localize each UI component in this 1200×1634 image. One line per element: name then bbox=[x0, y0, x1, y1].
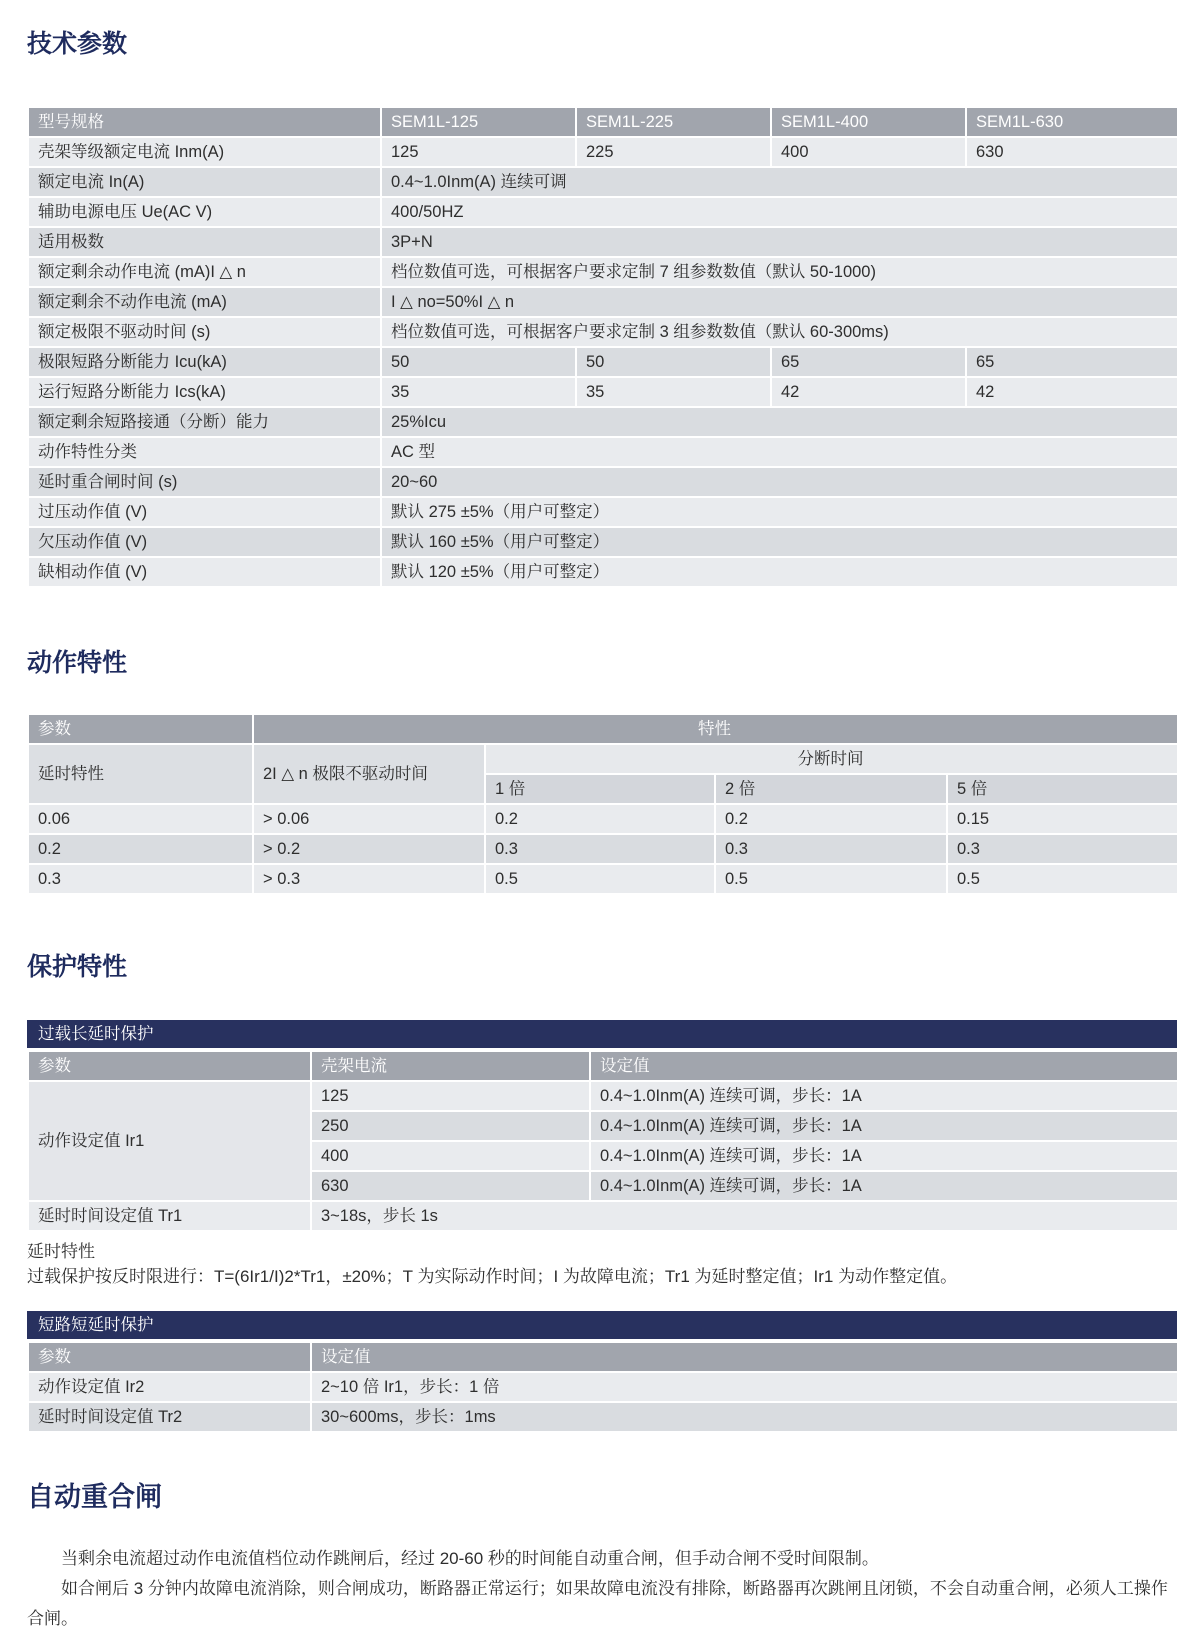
table-row bbox=[28, 557, 1178, 587]
cell-value: 0.4~1.0Inm(A) 连续可调，步长：1A bbox=[590, 1141, 1178, 1171]
cell-value: 0.5 bbox=[715, 864, 947, 894]
cell-value: 630 bbox=[966, 137, 1178, 167]
cell-value: 0.4~1.0Inm(A) 连续可调，步长：1A bbox=[590, 1171, 1178, 1201]
header-cell: 设定值 bbox=[311, 1342, 1178, 1372]
cell-value: 0.4~1.0Inm(A) 连续可调，步长：1A bbox=[590, 1111, 1178, 1141]
cell-label: 动作特性分类 bbox=[28, 437, 381, 467]
cell-value: 50 bbox=[576, 347, 771, 377]
cell-label: 极限短路分断能力 Icu(kA) bbox=[28, 347, 381, 377]
cell-value: 225 bbox=[576, 137, 771, 167]
table-header-row bbox=[28, 1342, 1178, 1372]
cell-value: 630 bbox=[311, 1171, 590, 1201]
delay-characteristic-note bbox=[27, 1239, 1177, 1289]
cell-value: 0.3 bbox=[947, 834, 1178, 864]
table-subheader-row bbox=[28, 744, 1178, 774]
cell-label: 1 倍 bbox=[485, 774, 715, 804]
table-row bbox=[28, 407, 1178, 437]
cell-label: 2 倍 bbox=[715, 774, 947, 804]
cell-value: 0.3 bbox=[715, 834, 947, 864]
cell-label: 过压动作值 (V) bbox=[28, 497, 381, 527]
cell-value: 默认 160 ±5%（用户可整定） bbox=[381, 527, 1178, 557]
overload-long-delay-protection-bar: 过载长延时保护 bbox=[27, 1020, 1177, 1048]
cell-value: 0.2 bbox=[715, 804, 947, 834]
table-row bbox=[28, 227, 1178, 257]
cell-value: 400/50HZ bbox=[381, 197, 1178, 227]
table-row bbox=[28, 197, 1178, 227]
table-row bbox=[28, 1081, 1178, 1111]
action-characteristics-table bbox=[27, 713, 1179, 895]
header-cell: 参数 bbox=[28, 1342, 311, 1372]
table-row bbox=[28, 1201, 1178, 1231]
header-cell: 设定值 bbox=[590, 1051, 1178, 1081]
cell-value: > 0.3 bbox=[253, 864, 485, 894]
cell-value: 默认 120 ±5%（用户可整定） bbox=[381, 557, 1178, 587]
cell-value: 档位数值可选，可根据客户要求定制 3 组参数数值（默认 60-300ms) bbox=[381, 317, 1178, 347]
cell-value: > 0.2 bbox=[253, 834, 485, 864]
header-cell: SEM1L-225 bbox=[576, 107, 771, 137]
short-circuit-short-delay-protection-bar: 短路短延时保护 bbox=[27, 1311, 1177, 1339]
cell-label: 额定电流 In(A) bbox=[28, 167, 381, 197]
section-title-protection-chars: 保护特性 bbox=[27, 953, 128, 981]
cell-label: 适用极数 bbox=[28, 227, 381, 257]
cell-value: 30~600ms，步长：1ms bbox=[311, 1402, 1178, 1432]
cell-value: 125 bbox=[311, 1081, 590, 1111]
header-cell: 特性 bbox=[253, 714, 1178, 744]
cell-label: 动作设定值 Ir1 bbox=[28, 1081, 311, 1201]
table-row bbox=[28, 864, 1178, 894]
overload-protection-table bbox=[27, 1050, 1179, 1232]
cell-value: 3~18s，步长 1s bbox=[311, 1201, 1178, 1231]
cell-label: 辅助电源电压 Ue(AC V) bbox=[28, 197, 381, 227]
cell-value: 42 bbox=[771, 377, 966, 407]
cell-value: 65 bbox=[966, 347, 1178, 377]
table-row bbox=[28, 527, 1178, 557]
cell-value: 2~10 倍 Ir1，步长：1 倍 bbox=[311, 1372, 1178, 1402]
table-row bbox=[28, 1372, 1178, 1402]
cell-label: 缺相动作值 (V) bbox=[28, 557, 381, 587]
cell-value: 0.3 bbox=[28, 864, 253, 894]
table-row bbox=[28, 377, 1178, 407]
auto-reclose-paragraph: 如合闸后 3 分钟内故障电流消除，则合闸成功，断路器正常运行；如果故障电流没有排除，断路器再次跳闸且闭锁，不会自动重合闸，必须人工操作合闸。 bbox=[27, 1579, 1168, 1628]
cell-value: AC 型 bbox=[381, 437, 1178, 467]
note-title: 延时特性 bbox=[27, 1242, 95, 1261]
table-row bbox=[28, 347, 1178, 377]
note-body: 过载保护按反时限进行：T=(6Ir1/I)2*Tr1，±20%；T 为实际动作时间；I 为故障电流；Tr1 为延时整定值；Ir1 为动作整定值。 bbox=[27, 1267, 958, 1286]
cell-value: 400 bbox=[311, 1141, 590, 1171]
cell-value: 125 bbox=[381, 137, 576, 167]
cell-value: > 0.06 bbox=[253, 804, 485, 834]
cell-value: 35 bbox=[381, 377, 576, 407]
cell-label: 额定剩余不动作电流 (mA) bbox=[28, 287, 381, 317]
cell-label: 5 倍 bbox=[947, 774, 1178, 804]
cell-value: 0.2 bbox=[485, 804, 715, 834]
cell-label: 2I △ n 极限不驱动时间 bbox=[253, 744, 485, 804]
header-cell: 参数 bbox=[28, 714, 253, 744]
cell-label: 分断时间 bbox=[485, 744, 1178, 774]
table-row bbox=[28, 804, 1178, 834]
cell-value: 65 bbox=[771, 347, 966, 377]
cell-label: 额定剩余动作电流 (mA)I △ n bbox=[28, 257, 381, 287]
table-header-row bbox=[28, 107, 1178, 137]
cell-value: 0.4~1.0Inm(A) 连续可调，步长：1A bbox=[590, 1081, 1178, 1111]
table-header-row bbox=[28, 714, 1178, 744]
header-cell: 壳架电流 bbox=[311, 1051, 590, 1081]
header-cell: SEM1L-630 bbox=[966, 107, 1178, 137]
table-row bbox=[28, 257, 1178, 287]
datasheet-page bbox=[27, 0, 1177, 1634]
table-row bbox=[28, 1402, 1178, 1432]
cell-label: 延时时间设定值 Tr2 bbox=[28, 1402, 311, 1432]
cell-value: I △ no=50%I △ n bbox=[381, 287, 1178, 317]
cell-value: 3P+N bbox=[381, 227, 1178, 257]
cell-value: 档位数值可选，可根据客户要求定制 7 组参数数值（默认 50-1000) bbox=[381, 257, 1178, 287]
header-cell: SEM1L-125 bbox=[381, 107, 576, 137]
table-row bbox=[28, 437, 1178, 467]
cell-value: 0.4~1.0Inm(A) 连续可调 bbox=[381, 167, 1178, 197]
cell-value: 250 bbox=[311, 1111, 590, 1141]
cell-value: 0.15 bbox=[947, 804, 1178, 834]
cell-label: 延时特性 bbox=[28, 744, 253, 804]
cell-value: 0.3 bbox=[485, 834, 715, 864]
cell-value: 默认 275 ±5%（用户可整定） bbox=[381, 497, 1178, 527]
cell-value: 400 bbox=[771, 137, 966, 167]
short-circuit-protection-table bbox=[27, 1341, 1179, 1433]
table-row bbox=[28, 317, 1178, 347]
cell-value: 0.5 bbox=[947, 864, 1178, 894]
tech-specs-table bbox=[27, 106, 1179, 588]
cell-label: 欠压动作值 (V) bbox=[28, 527, 381, 557]
header-cell: SEM1L-400 bbox=[771, 107, 966, 137]
cell-value: 0.5 bbox=[485, 864, 715, 894]
cell-value: 35 bbox=[576, 377, 771, 407]
auto-reclose-paragraph: 当剩余电流超过动作电流值档位动作跳闸后，经过 20-60 秒的时间能自动重合闸，但手动合闸不受时间限制。 bbox=[61, 1549, 879, 1568]
header-cell: 型号规格 bbox=[28, 107, 381, 137]
cell-label: 额定极限不驱动时间 (s) bbox=[28, 317, 381, 347]
cell-label: 延时时间设定值 Tr1 bbox=[28, 1201, 311, 1231]
cell-value: 20~60 bbox=[381, 467, 1178, 497]
table-header-row bbox=[28, 1051, 1178, 1081]
cell-value: 50 bbox=[381, 347, 576, 377]
cell-label: 壳架等级额定电流 Inm(A) bbox=[28, 137, 381, 167]
section-title-auto-reclose: 自动重合闸 bbox=[27, 1482, 162, 1512]
cell-value: 0.2 bbox=[28, 834, 253, 864]
table-row bbox=[28, 167, 1178, 197]
cell-value: 0.06 bbox=[28, 804, 253, 834]
section-title-tech-params: 技术参数 bbox=[27, 30, 128, 58]
table-row bbox=[28, 497, 1178, 527]
cell-label: 延时重合闸时间 (s) bbox=[28, 467, 381, 497]
table-row bbox=[28, 467, 1178, 497]
cell-label: 运行短路分断能力 Ics(kA) bbox=[28, 377, 381, 407]
cell-label: 动作设定值 Ir2 bbox=[28, 1372, 311, 1402]
table-row bbox=[28, 834, 1178, 864]
table-row bbox=[28, 137, 1178, 167]
header-cell: 参数 bbox=[28, 1051, 311, 1081]
section-title-action-chars: 动作特性 bbox=[27, 649, 128, 677]
table-row bbox=[28, 287, 1178, 317]
cell-value: 42 bbox=[966, 377, 1178, 407]
cell-label: 额定剩余短路接通（分断）能力 bbox=[28, 407, 381, 437]
cell-value: 25%Icu bbox=[381, 407, 1178, 437]
